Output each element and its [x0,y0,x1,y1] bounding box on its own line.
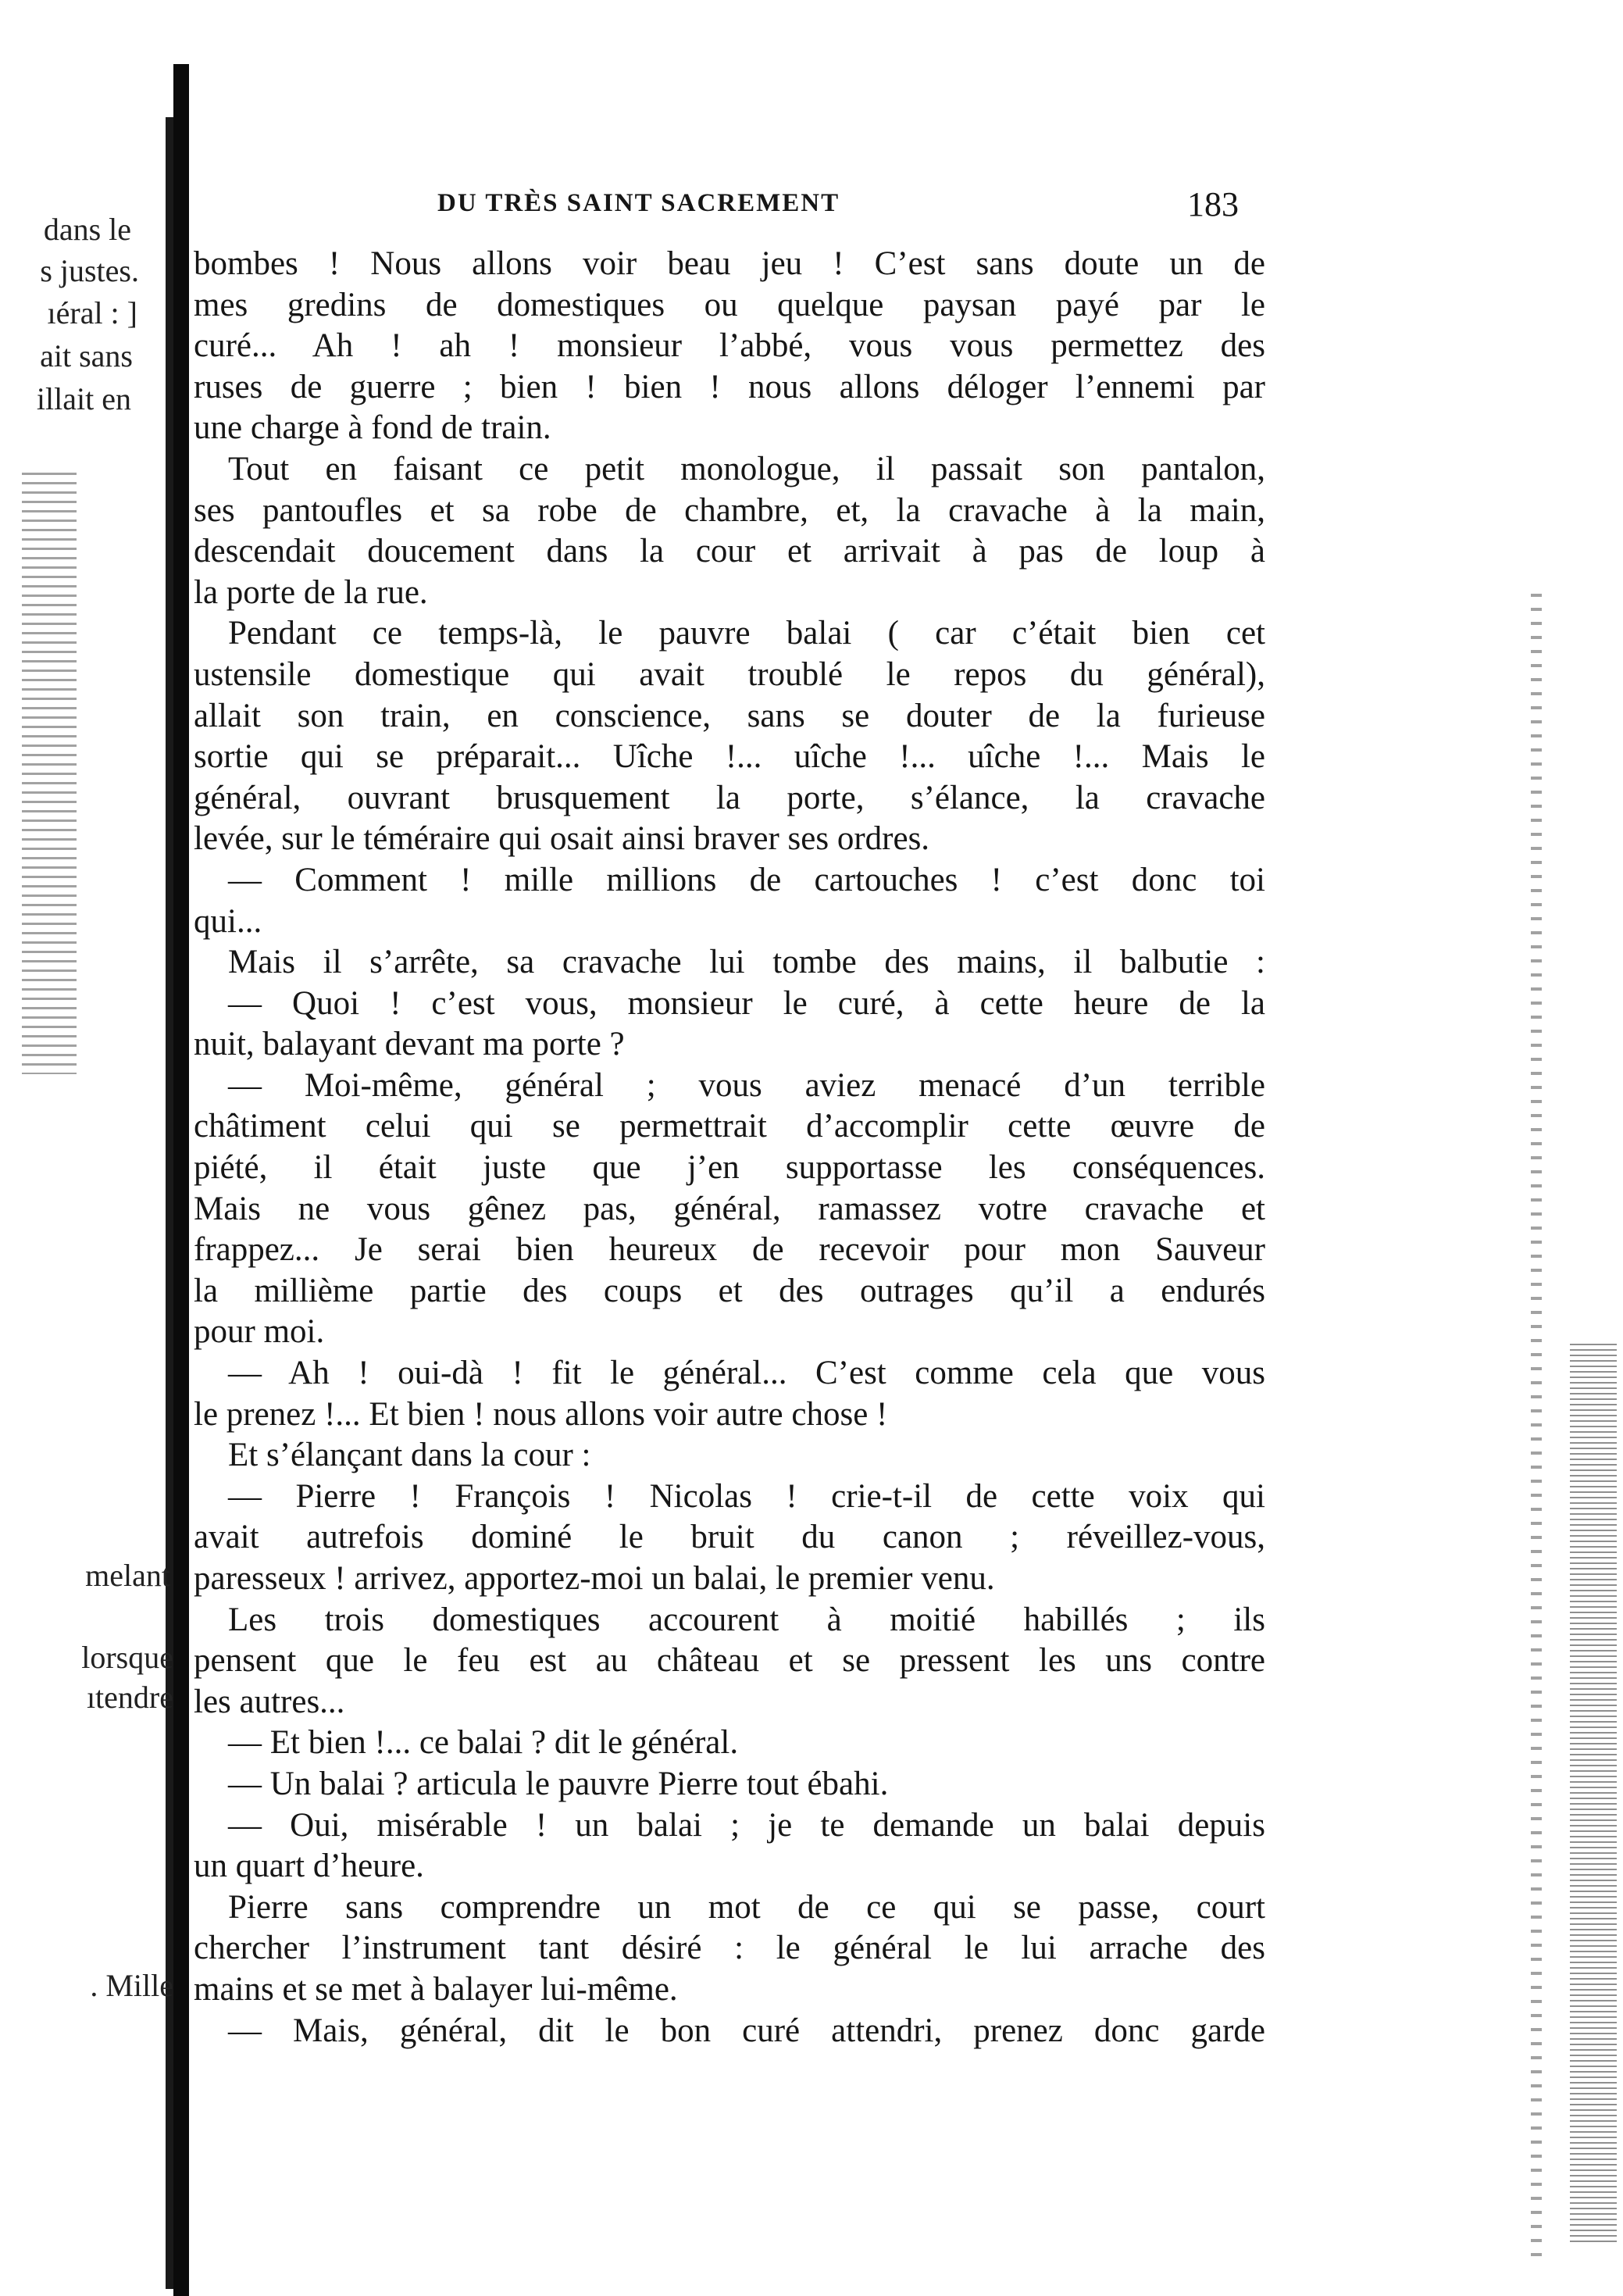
text-line: paresseux ! arrivez, apportez-moi un balai, le premier venu. [194,1560,995,1597]
previous-page-fragments [0,0,172,2296]
text-line: curé... Ah ! ah ! monsieur l’abbé, vous vous permettez des [194,327,1265,365]
text-line: chercher l’instrument tant désiré : le général le lui arrache des [194,1930,1265,1967]
text-line: pour moi. [194,1313,325,1351]
text-line: ruses de guerre ; bien ! bien ! nous allons déloger l’ennemi par [194,368,1265,405]
previous-page-fragment: ait sans [40,338,133,373]
text-line: Pendant ce temps-là, le pauvre balai ( car c’était bien cet [228,615,1265,652]
previous-page-fragment: lorsque [81,1640,173,1675]
text-line: bombes ! Nous allons voir beau jeu ! C’est sans doute un de [194,245,1265,282]
text-line: ses pantoufles et sa robe de chambre, et, la cravache à la main, [194,491,1265,529]
text-line: — Quoi ! c’est vous, monsieur le curé, à cette heure de la [228,984,1265,1022]
previous-page-fragment: illait en [36,381,131,416]
text-line: allait son train, en conscience, sans se douter de la furieuse [194,697,1265,734]
text-line: Pierre sans comprendre un mot de ce qui se passe, court [228,1888,1265,1926]
text-line: — Mais, général, dit le bon curé attendri, prenez donc garde [228,2012,1265,2049]
previous-page-fragment: ıtendre [86,1680,173,1715]
text-line: avait autrefois dominé le bruit du canon ; réveillez-vous, [194,1519,1265,1556]
previous-page-fragment: s justes. [40,253,139,288]
text-line: — Pierre ! François ! Nicolas ! crie-t-il de cette voix qui [228,1477,1265,1515]
text-line: — Comment ! mille millions de cartouches ! c’est donc toi [228,861,1265,898]
text-line: — Oui, misérable ! un balai ; je te demande un balai depuis [228,1806,1265,1844]
text-line: ustensile domestique qui avait troublé le repos du général), [194,655,1265,693]
text-line: Mais il s’arrête, sa cravache lui tombe des mains, il balbutie : [228,944,1265,981]
text-line: Et s’élançant dans la cour : [228,1437,591,1474]
text-line: Tout en faisant ce petit monologue, il passait son pantalon, [228,450,1265,487]
page-header [437,185,1265,228]
binding-gutter [173,64,189,2296]
page-body-text [194,244,1265,2051]
text-line: mes gredins de domestiques ou quelque paysan payé par le [194,286,1265,323]
previous-page-fragment: melant [85,1558,170,1593]
text-line: — Ah ! oui-dà ! fit le général... C’est comme cela que vous [228,1355,1265,1392]
text-line: Mais ne vous gênez pas, général, ramassez votre cravache et [194,1190,1265,1227]
text-line: — Moi-même, général ; vous aviez menacé d’un terrible [228,1066,1265,1104]
scan-noise-right-dots [1531,594,1542,2266]
text-line: frappez... Je serai bien heureux de recevoir pour mon Sauveur [194,1231,1265,1269]
text-line: sortie qui se préparait... Uîche !... uîche !... uîche !... Mais le [194,738,1265,776]
running-head: DU TRÈS SAINT SACREMENT [437,189,840,217]
text-line: un quart d’heure. [194,1848,424,1885]
text-line: les autres... [194,1683,345,1720]
text-line: Les trois domestiques accourent à moitié habillés ; ils [228,1601,1265,1638]
text-line: — Un balai ? articula le pauvre Pierre tout ébahi. [228,1765,889,1802]
text-line: piété, il était juste que j’en supportasse les conséquences. [194,1149,1265,1187]
previous-page-fragment: dans le [43,212,131,247]
text-line: mains et se met à balayer lui-même. [194,1970,678,2008]
text-line: le prenez !... Et bien ! nous allons voir autre chose ! [194,1395,888,1433]
text-line: pensent que le feu est au château et se pressent les uns contre [194,1642,1265,1680]
text-line: la porte de la rue. [194,573,428,611]
text-line: descendait doucement dans la cour et arrivait à pas de loup à [194,533,1265,570]
text-line: une charge à fond de train. [194,409,551,447]
text-line: qui... [194,902,262,940]
text-line: nuit, balayant devant ma porte ? [194,1026,625,1063]
previous-page-fragment: ıéral : ] [47,295,137,330]
previous-page-fragment: . Mille [90,1968,173,2003]
page-number: 183 [1187,185,1239,223]
text-line: levée, sur le téméraire qui osait ainsi braver ses ordres. [194,820,930,858]
text-line: châtiment celui qui se permettrait d’accomplir cette œuvre de [194,1108,1265,1145]
text-line: général, ouvrant brusquement la porte, s’élance, la cravache [194,779,1265,816]
text-line: — Et bien !... ce balai ? dit le général. [228,1724,739,1762]
text-line: la millième partie des coups et des outrages qu’il a endurés [194,1272,1265,1309]
scan-noise-right [1570,1344,1617,2242]
